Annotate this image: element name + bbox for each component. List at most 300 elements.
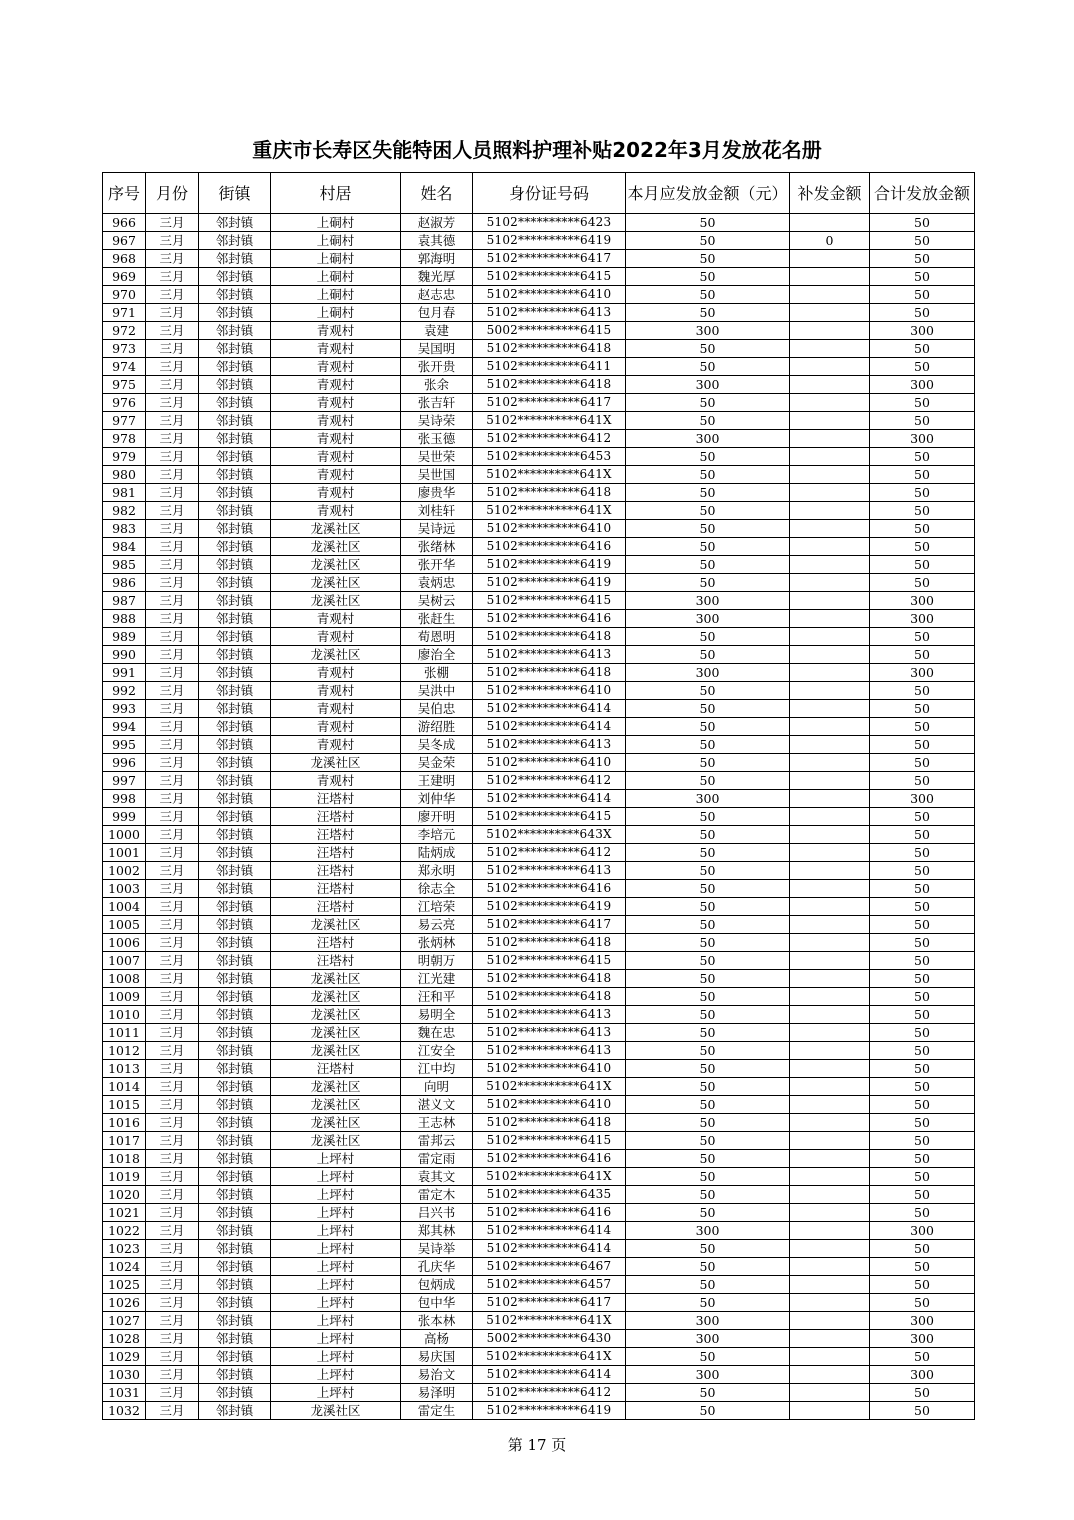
cell-village: 上坪村: [271, 1204, 401, 1222]
cell-name: 包月春: [401, 304, 473, 322]
cell-month: 三月: [146, 1294, 199, 1312]
cell-supplement: [790, 1132, 870, 1150]
cell-monthly-amount: 50: [626, 1060, 790, 1078]
cell-total: 300: [870, 1366, 975, 1384]
cell-monthly-amount: 300: [626, 1222, 790, 1240]
cell-village: 青观村: [271, 484, 401, 502]
cell-village: 汪塔村: [271, 880, 401, 898]
cell-town: 邻封镇: [199, 250, 271, 268]
cell-month: 三月: [146, 1132, 199, 1150]
table-row: [103, 664, 975, 682]
cell-village: 上坪村: [271, 1384, 401, 1402]
cell-total: 50: [870, 520, 975, 538]
cell-total: 50: [870, 412, 975, 430]
table-row: [103, 1258, 975, 1276]
cell-supplement: [790, 1222, 870, 1240]
cell-id-number: 5102**********6418: [473, 628, 626, 646]
table-row: [103, 700, 975, 718]
cell-month: 三月: [146, 358, 199, 376]
cell-supplement: [790, 826, 870, 844]
table-row: [103, 376, 975, 394]
cell-id-number: 5102**********641X: [473, 1312, 626, 1330]
cell-village: 龙溪社区: [271, 646, 401, 664]
cell-total: 50: [870, 268, 975, 286]
table-row: [103, 1222, 975, 1240]
cell-total: 50: [870, 1402, 975, 1420]
cell-id-number: 5102**********6416: [473, 1150, 626, 1168]
cell-village: 汪塔村: [271, 862, 401, 880]
cell-monthly-amount: 50: [626, 286, 790, 304]
cell-village: 上坪村: [271, 1312, 401, 1330]
cell-name: 张开贵: [401, 358, 473, 376]
table-row: [103, 1114, 975, 1132]
cell-total: 50: [870, 466, 975, 484]
cell-index: 974: [103, 358, 146, 376]
cell-index: 1025: [103, 1276, 146, 1294]
cell-name: 张玉德: [401, 430, 473, 448]
cell-total: 50: [870, 574, 975, 592]
cell-town: 邻封镇: [199, 1006, 271, 1024]
cell-month: 三月: [146, 754, 199, 772]
cell-id-number: 5102**********6413: [473, 1006, 626, 1024]
table-row: [103, 754, 975, 772]
cell-total: 50: [870, 484, 975, 502]
cell-town: 邻封镇: [199, 502, 271, 520]
cell-village: 龙溪社区: [271, 988, 401, 1006]
cell-total: 50: [870, 1348, 975, 1366]
cell-total: 300: [870, 430, 975, 448]
cell-town: 邻封镇: [199, 394, 271, 412]
cell-index: 985: [103, 556, 146, 574]
cell-index: 998: [103, 790, 146, 808]
cell-town: 邻封镇: [199, 1348, 271, 1366]
cell-name: 魏光厚: [401, 268, 473, 286]
cell-month: 三月: [146, 1006, 199, 1024]
cell-index: 1009: [103, 988, 146, 1006]
cell-monthly-amount: 50: [626, 736, 790, 754]
cell-month: 三月: [146, 844, 199, 862]
cell-index: 1003: [103, 880, 146, 898]
cell-town: 邻封镇: [199, 718, 271, 736]
cell-monthly-amount: 50: [626, 934, 790, 952]
cell-total: 50: [870, 1006, 975, 1024]
cell-village: 汪塔村: [271, 844, 401, 862]
table-row: [103, 358, 975, 376]
cell-name: 张余: [401, 376, 473, 394]
cell-monthly-amount: 50: [626, 682, 790, 700]
cell-id-number: 5102**********6418: [473, 988, 626, 1006]
cell-village: 青观村: [271, 448, 401, 466]
table-row: [103, 1294, 975, 1312]
cell-index: 1024: [103, 1258, 146, 1276]
cell-month: 三月: [146, 970, 199, 988]
cell-name: 郑其林: [401, 1222, 473, 1240]
cell-village: 青观村: [271, 718, 401, 736]
cell-monthly-amount: 300: [626, 430, 790, 448]
cell-village: 汪塔村: [271, 808, 401, 826]
cell-total: 50: [870, 988, 975, 1006]
cell-supplement: [790, 700, 870, 718]
cell-supplement: [790, 268, 870, 286]
cell-supplement: [790, 664, 870, 682]
cell-total: 50: [870, 1042, 975, 1060]
cell-town: 邻封镇: [199, 484, 271, 502]
table-row: [103, 1402, 975, 1420]
cell-total: 300: [870, 790, 975, 808]
cell-village: 龙溪社区: [271, 754, 401, 772]
cell-index: 1002: [103, 862, 146, 880]
cell-supplement: [790, 340, 870, 358]
cell-supplement: [790, 250, 870, 268]
table-row: [103, 790, 975, 808]
cell-id-number: 5102**********6417: [473, 1294, 626, 1312]
cell-total: 50: [870, 1114, 975, 1132]
cell-name: 明朝万: [401, 952, 473, 970]
cell-name: 雷定生: [401, 1402, 473, 1420]
cell-monthly-amount: 50: [626, 754, 790, 772]
cell-village: 上坪村: [271, 1222, 401, 1240]
cell-monthly-amount: 50: [626, 1024, 790, 1042]
cell-supplement: [790, 574, 870, 592]
table-row: [103, 736, 975, 754]
cell-total: 50: [870, 736, 975, 754]
table-row: [103, 268, 975, 286]
col-header-village: 村居: [271, 173, 401, 214]
cell-village: 龙溪社区: [271, 1042, 401, 1060]
cell-id-number: 5102**********6410: [473, 1060, 626, 1078]
cell-supplement: [790, 358, 870, 376]
table-row: [103, 556, 975, 574]
cell-monthly-amount: 50: [626, 1042, 790, 1060]
cell-monthly-amount: 50: [626, 970, 790, 988]
cell-name: 吴洪中: [401, 682, 473, 700]
table-row: [103, 682, 975, 700]
cell-name: 郑永明: [401, 862, 473, 880]
cell-month: 三月: [146, 520, 199, 538]
cell-monthly-amount: 50: [626, 520, 790, 538]
cell-month: 三月: [146, 1366, 199, 1384]
cell-monthly-amount: 50: [626, 412, 790, 430]
cell-supplement: [790, 430, 870, 448]
cell-village: 青观村: [271, 736, 401, 754]
cell-name: 张本林: [401, 1312, 473, 1330]
table-row: [103, 448, 975, 466]
cell-month: 三月: [146, 538, 199, 556]
cell-monthly-amount: 300: [626, 790, 790, 808]
cell-total: 50: [870, 394, 975, 412]
cell-village: 青观村: [271, 700, 401, 718]
cell-town: 邻封镇: [199, 772, 271, 790]
cell-total: 50: [870, 826, 975, 844]
table-row: [103, 628, 975, 646]
col-header-supplement: 补发金额: [790, 173, 870, 214]
cell-index: 1031: [103, 1384, 146, 1402]
table-row: [103, 1060, 975, 1078]
table-row: [103, 1276, 975, 1294]
cell-id-number: 5102**********6417: [473, 916, 626, 934]
cell-name: 易明全: [401, 1006, 473, 1024]
cell-name: 廖贵华: [401, 484, 473, 502]
cell-id-number: 5002**********6415: [473, 322, 626, 340]
cell-supplement: [790, 610, 870, 628]
cell-supplement: [790, 844, 870, 862]
cell-village: 上硐村: [271, 268, 401, 286]
cell-name: 袁建: [401, 322, 473, 340]
cell-town: 邻封镇: [199, 1240, 271, 1258]
cell-id-number: 5102**********6413: [473, 1042, 626, 1060]
cell-monthly-amount: 50: [626, 1186, 790, 1204]
cell-village: 龙溪社区: [271, 1114, 401, 1132]
cell-town: 邻封镇: [199, 466, 271, 484]
cell-month: 三月: [146, 736, 199, 754]
cell-id-number: 5102**********6416: [473, 610, 626, 628]
cell-id-number: 5102**********6416: [473, 538, 626, 556]
cell-monthly-amount: 50: [626, 1078, 790, 1096]
cell-total: 50: [870, 1384, 975, 1402]
table-row: [103, 1132, 975, 1150]
cell-total: 50: [870, 304, 975, 322]
cell-town: 邻封镇: [199, 682, 271, 700]
cell-name: 湛义文: [401, 1096, 473, 1114]
cell-town: 邻封镇: [199, 754, 271, 772]
cell-month: 三月: [146, 304, 199, 322]
cell-town: 邻封镇: [199, 1132, 271, 1150]
cell-index: 1021: [103, 1204, 146, 1222]
cell-town: 邻封镇: [199, 1330, 271, 1348]
table-row: [103, 1348, 975, 1366]
cell-town: 邻封镇: [199, 1168, 271, 1186]
cell-name: 郭海明: [401, 250, 473, 268]
cell-town: 邻封镇: [199, 1060, 271, 1078]
cell-index: 1010: [103, 1006, 146, 1024]
cell-id-number: 5102**********6418: [473, 934, 626, 952]
cell-id-number: 5102**********6410: [473, 1096, 626, 1114]
cell-month: 三月: [146, 952, 199, 970]
table-row: [103, 502, 975, 520]
table-row: [103, 1150, 975, 1168]
table-row: [103, 916, 975, 934]
cell-index: 972: [103, 322, 146, 340]
cell-total: 50: [870, 214, 975, 232]
cell-total: 50: [870, 1186, 975, 1204]
cell-name: 袁炳忠: [401, 574, 473, 592]
cell-total: 50: [870, 682, 975, 700]
page-number: 第 17 页: [507, 1436, 567, 1454]
cell-month: 三月: [146, 448, 199, 466]
cell-village: 上坪村: [271, 1348, 401, 1366]
cell-name: 张吉轩: [401, 394, 473, 412]
cell-name: 吴诗远: [401, 520, 473, 538]
cell-month: 三月: [146, 556, 199, 574]
cell-name: 向明: [401, 1078, 473, 1096]
cell-index: 977: [103, 412, 146, 430]
cell-village: 龙溪社区: [271, 1132, 401, 1150]
cell-town: 邻封镇: [199, 1276, 271, 1294]
cell-supplement: [790, 1168, 870, 1186]
cell-name: 袁其德: [401, 232, 473, 250]
cell-town: 邻封镇: [199, 304, 271, 322]
cell-id-number: 5102**********6416: [473, 1204, 626, 1222]
cell-village: 龙溪社区: [271, 1402, 401, 1420]
cell-supplement: [790, 682, 870, 700]
col-header-name: 姓名: [401, 173, 473, 214]
cell-supplement: [790, 1204, 870, 1222]
cell-id-number: 5102**********6416: [473, 880, 626, 898]
cell-id-number: 5102**********6419: [473, 1402, 626, 1420]
cell-month: 三月: [146, 1384, 199, 1402]
cell-index: 1027: [103, 1312, 146, 1330]
cell-month: 三月: [146, 790, 199, 808]
cell-index: 995: [103, 736, 146, 754]
cell-town: 邻封镇: [199, 808, 271, 826]
cell-supplement: [790, 286, 870, 304]
cell-village: 上坪村: [271, 1240, 401, 1258]
cell-index: 970: [103, 286, 146, 304]
cell-town: 邻封镇: [199, 358, 271, 376]
cell-name: 包炳成: [401, 1276, 473, 1294]
cell-index: 989: [103, 628, 146, 646]
cell-supplement: [790, 916, 870, 934]
cell-total: 50: [870, 970, 975, 988]
cell-month: 三月: [146, 1078, 199, 1096]
cell-month: 三月: [146, 322, 199, 340]
cell-month: 三月: [146, 1276, 199, 1294]
cell-month: 三月: [146, 1024, 199, 1042]
cell-village: 上硐村: [271, 286, 401, 304]
table-row: [103, 1204, 975, 1222]
cell-town: 邻封镇: [199, 1204, 271, 1222]
cell-supplement: [790, 520, 870, 538]
cell-id-number: 5102**********641X: [473, 466, 626, 484]
cell-town: 邻封镇: [199, 628, 271, 646]
cell-id-number: 5102**********6415: [473, 1132, 626, 1150]
cell-name: 江光建: [401, 970, 473, 988]
cell-total: 50: [870, 1132, 975, 1150]
header-row: [103, 173, 975, 214]
cell-town: 邻封镇: [199, 970, 271, 988]
cell-total: 50: [870, 628, 975, 646]
cell-month: 三月: [146, 1168, 199, 1186]
cell-month: 三月: [146, 1042, 199, 1060]
cell-town: 邻封镇: [199, 736, 271, 754]
cell-town: 邻封镇: [199, 556, 271, 574]
cell-name: 吴国明: [401, 340, 473, 358]
cell-village: 龙溪社区: [271, 1024, 401, 1042]
cell-name: 吴冬成: [401, 736, 473, 754]
cell-index: 1018: [103, 1150, 146, 1168]
cell-village: 上坪村: [271, 1186, 401, 1204]
cell-month: 三月: [146, 1312, 199, 1330]
cell-supplement: [790, 880, 870, 898]
cell-supplement: [790, 754, 870, 772]
table-row: [103, 430, 975, 448]
cell-town: 邻封镇: [199, 1402, 271, 1420]
cell-village: 汪塔村: [271, 1060, 401, 1078]
cell-id-number: 5102**********6418: [473, 1114, 626, 1132]
cell-id-number: 5102**********643X: [473, 826, 626, 844]
cell-month: 三月: [146, 1330, 199, 1348]
cell-month: 三月: [146, 1186, 199, 1204]
cell-name: 王建明: [401, 772, 473, 790]
cell-total: 50: [870, 700, 975, 718]
cell-monthly-amount: 50: [626, 214, 790, 232]
cell-supplement: [790, 952, 870, 970]
cell-index: 992: [103, 682, 146, 700]
cell-town: 邻封镇: [199, 232, 271, 250]
cell-index: 1014: [103, 1078, 146, 1096]
cell-index: 1001: [103, 844, 146, 862]
cell-monthly-amount: 300: [626, 610, 790, 628]
table-row: [103, 718, 975, 736]
cell-index: 980: [103, 466, 146, 484]
table-row: [103, 898, 975, 916]
cell-supplement: [790, 538, 870, 556]
cell-total: 50: [870, 1168, 975, 1186]
cell-month: 三月: [146, 502, 199, 520]
cell-supplement: [790, 1060, 870, 1078]
cell-id-number: 5102**********6419: [473, 232, 626, 250]
table-row: [103, 286, 975, 304]
cell-month: 三月: [146, 1150, 199, 1168]
cell-monthly-amount: 50: [626, 952, 790, 970]
cell-month: 三月: [146, 1096, 199, 1114]
cell-monthly-amount: 50: [626, 844, 790, 862]
cell-monthly-amount: 50: [626, 862, 790, 880]
cell-village: 上坪村: [271, 1366, 401, 1384]
cell-village: 上硐村: [271, 232, 401, 250]
cell-total: 50: [870, 538, 975, 556]
cell-supplement: [790, 1276, 870, 1294]
cell-month: 三月: [146, 916, 199, 934]
cell-id-number: 5102**********6418: [473, 340, 626, 358]
cell-supplement: [790, 1294, 870, 1312]
cell-town: 邻封镇: [199, 340, 271, 358]
cell-index: 987: [103, 592, 146, 610]
table-row: [103, 1024, 975, 1042]
cell-total: 50: [870, 934, 975, 952]
cell-monthly-amount: 50: [626, 772, 790, 790]
cell-id-number: 5102**********6419: [473, 556, 626, 574]
table-row: [103, 574, 975, 592]
cell-name: 魏在忠: [401, 1024, 473, 1042]
cell-index: 990: [103, 646, 146, 664]
cell-village: 青观村: [271, 664, 401, 682]
cell-monthly-amount: 50: [626, 556, 790, 574]
cell-town: 邻封镇: [199, 880, 271, 898]
cell-town: 邻封镇: [199, 700, 271, 718]
cell-month: 三月: [146, 484, 199, 502]
cell-monthly-amount: 50: [626, 340, 790, 358]
cell-index: 1012: [103, 1042, 146, 1060]
cell-id-number: 5102**********6418: [473, 970, 626, 988]
cell-month: 三月: [146, 232, 199, 250]
cell-month: 三月: [146, 646, 199, 664]
cell-index: 991: [103, 664, 146, 682]
cell-town: 邻封镇: [199, 322, 271, 340]
cell-supplement: [790, 1024, 870, 1042]
cell-name: 吴世荣: [401, 448, 473, 466]
table-row: [103, 772, 975, 790]
cell-village: 汪塔村: [271, 790, 401, 808]
cell-id-number: 5102**********6418: [473, 664, 626, 682]
cell-town: 邻封镇: [199, 952, 271, 970]
cell-total: 50: [870, 1258, 975, 1276]
cell-id-number: 5102**********6414: [473, 1240, 626, 1258]
cell-index: 979: [103, 448, 146, 466]
cell-month: 三月: [146, 250, 199, 268]
table-row: [103, 970, 975, 988]
cell-id-number: 5102**********641X: [473, 412, 626, 430]
